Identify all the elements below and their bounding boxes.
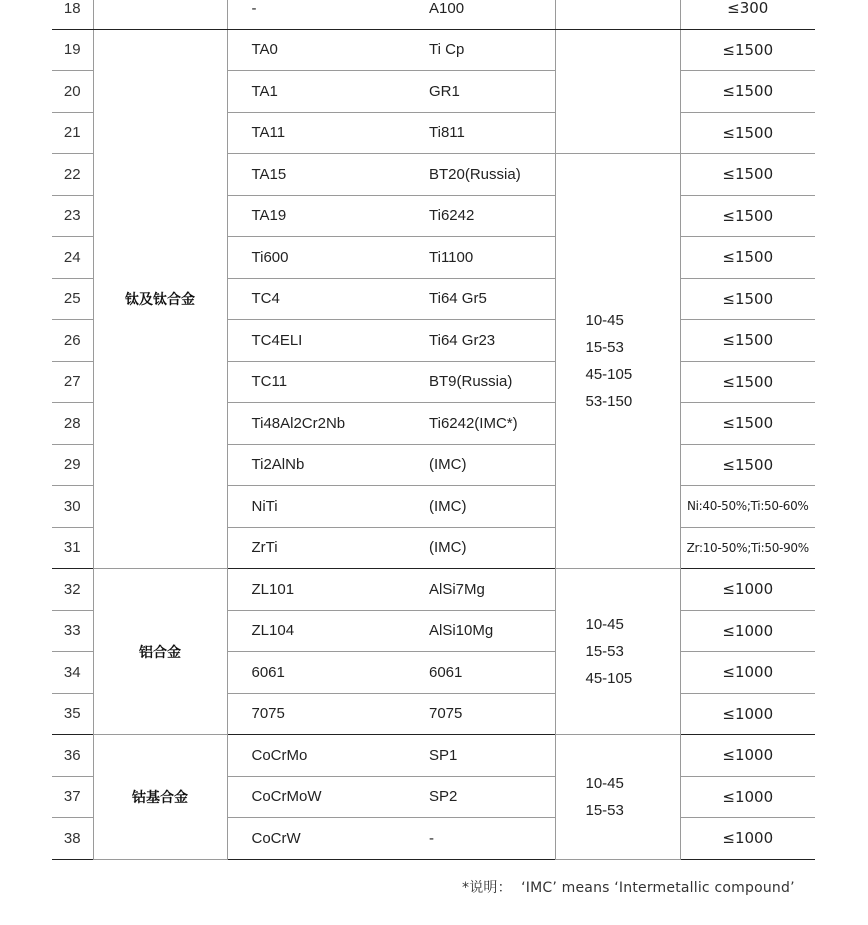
grade-cell: Ti48Al2Cr2Nb <box>227 403 405 445</box>
grade-cell: TA0 <box>227 29 405 71</box>
grade-cell: TA15 <box>227 154 405 196</box>
value-cell: ≤1000 <box>680 693 815 735</box>
row-number: 30 <box>52 486 93 528</box>
row-number: 25 <box>52 278 93 320</box>
standard-cell: - <box>405 818 555 860</box>
row-number: 28 <box>52 403 93 445</box>
value-cell: ≤1000 <box>680 610 815 652</box>
standard-cell: Ti1100 <box>405 237 555 279</box>
standard-cell: AlSi7Mg <box>405 569 555 611</box>
value-cell: ≤1500 <box>680 320 815 362</box>
size-range: 15-53 <box>585 643 624 660</box>
standard-cell: SP2 <box>405 776 555 818</box>
category-cobalt: 钴基合金 <box>93 735 227 860</box>
standard-cell: A100 <box>405 0 555 29</box>
category-aluminum: 铝合金 <box>93 569 227 735</box>
standard-cell: SP1 <box>405 735 555 777</box>
footnote: *说明： ‘IMC’ means ‘Intermetallic compound’ <box>462 880 795 896</box>
size-range: 10-45 <box>585 774 624 792</box>
value-cell: ≤1500 <box>680 444 815 486</box>
value-cell: ≤1500 <box>680 237 815 279</box>
table-row <box>52 0 815 29</box>
row-number: 22 <box>52 154 93 196</box>
standard-cell: Ti811 <box>405 112 555 154</box>
table-row <box>52 569 815 611</box>
grade-cell: TC11 <box>227 361 405 403</box>
size-range: 53-150 <box>585 393 633 410</box>
row-number: 24 <box>52 237 93 279</box>
category-titanium: 钛及钛合金 <box>93 29 227 569</box>
standard-cell: Ti6242(IMC*) <box>405 403 555 445</box>
value-cell: ≤1500 <box>680 403 815 445</box>
value-cell: Ni:40-50%;Ti:50-60% <box>680 486 815 528</box>
standard-cell: Ti64 Gr23 <box>405 320 555 362</box>
standard-cell: Ti Cp <box>405 29 555 71</box>
row-number: 33 <box>52 610 93 652</box>
value-cell: ≤1000 <box>680 735 815 777</box>
value-cell: ≤1500 <box>680 278 815 320</box>
value-cell: ≤1500 <box>680 29 815 71</box>
standard-cell: (IMC) <box>405 444 555 486</box>
row-number: 19 <box>52 29 93 71</box>
row-number: 29 <box>52 444 93 486</box>
grade-cell: NiTi <box>227 486 405 528</box>
powder-spec-table <box>52 0 815 860</box>
row-number: 26 <box>52 320 93 362</box>
size-cell-al-group <box>555 569 680 735</box>
row-number: 38 <box>52 818 93 860</box>
value-cell: ≤1000 <box>680 776 815 818</box>
grade-cell: ZL101 <box>227 569 405 611</box>
standard-cell: Ti6242 <box>405 195 555 237</box>
row-number: 31 <box>52 527 93 569</box>
standard-cell: GR1 <box>405 71 555 113</box>
table-row <box>52 29 815 71</box>
size-range: 45-105 <box>585 366 633 383</box>
value-cell: ≤300 <box>680 0 815 29</box>
grade-cell: TA1 <box>227 71 405 113</box>
row-number: 21 <box>52 112 93 154</box>
row-number: 23 <box>52 195 93 237</box>
row-number: 20 <box>52 71 93 113</box>
grade-cell: TA19 <box>227 195 405 237</box>
grade-cell: Ti600 <box>227 237 405 279</box>
size-cell-ti-group <box>555 154 680 569</box>
standard-cell: (IMC) <box>405 527 555 569</box>
value-cell: ≤1500 <box>680 154 815 196</box>
grade-cell: Ti2AlNb <box>227 444 405 486</box>
grade-cell: CoCrMoW <box>227 776 405 818</box>
size-cell-co-group <box>555 735 680 860</box>
row-number: 32 <box>52 569 93 611</box>
value-cell: ≤1000 <box>680 652 815 694</box>
grade-cell: ZL104 <box>227 610 405 652</box>
grade-cell: CoCrW <box>227 818 405 860</box>
grade-cell: TC4ELI <box>227 320 405 362</box>
standard-cell: BT20(Russia) <box>405 154 555 196</box>
row-number: 35 <box>52 693 93 735</box>
standard-cell: AlSi10Mg <box>405 610 555 652</box>
grade-cell: TA11 <box>227 112 405 154</box>
size-range: 45-105 <box>585 670 633 687</box>
size-range: 15-53 <box>585 339 624 356</box>
value-cell: Zr:10-50%;Ti:50-90% <box>680 527 815 569</box>
size-range: 15-53 <box>585 801 624 819</box>
standard-cell: (IMC) <box>405 486 555 528</box>
value-cell: ≤1000 <box>680 569 815 611</box>
row-number: 36 <box>52 735 93 777</box>
standard-cell: 7075 <box>405 693 555 735</box>
category-cell <box>93 0 227 29</box>
value-cell: ≤1000 <box>680 818 815 860</box>
row-number: 27 <box>52 361 93 403</box>
row-number: 37 <box>52 776 93 818</box>
row-number: 18 <box>52 0 93 29</box>
row-number: 34 <box>52 652 93 694</box>
size-range: 10-45 <box>585 616 624 633</box>
grade-cell: ZrTi <box>227 527 405 569</box>
grade-cell: 7075 <box>227 693 405 735</box>
value-cell: ≤1500 <box>680 112 815 154</box>
table-row <box>52 735 815 777</box>
standard-cell: BT9(Russia) <box>405 361 555 403</box>
standard-cell: Ti64 Gr5 <box>405 278 555 320</box>
value-cell: ≤1500 <box>680 71 815 113</box>
size-range: 10-45 <box>585 312 624 329</box>
value-cell: ≤1500 <box>680 195 815 237</box>
value-cell: ≤1500 <box>680 361 815 403</box>
grade-cell: CoCrMo <box>227 735 405 777</box>
size-cell-empty <box>555 29 680 154</box>
standard-cell: 6061 <box>405 652 555 694</box>
size-cell <box>555 0 680 29</box>
grade-cell: 6061 <box>227 652 405 694</box>
grade-cell: - <box>227 0 405 29</box>
grade-cell: TC4 <box>227 278 405 320</box>
